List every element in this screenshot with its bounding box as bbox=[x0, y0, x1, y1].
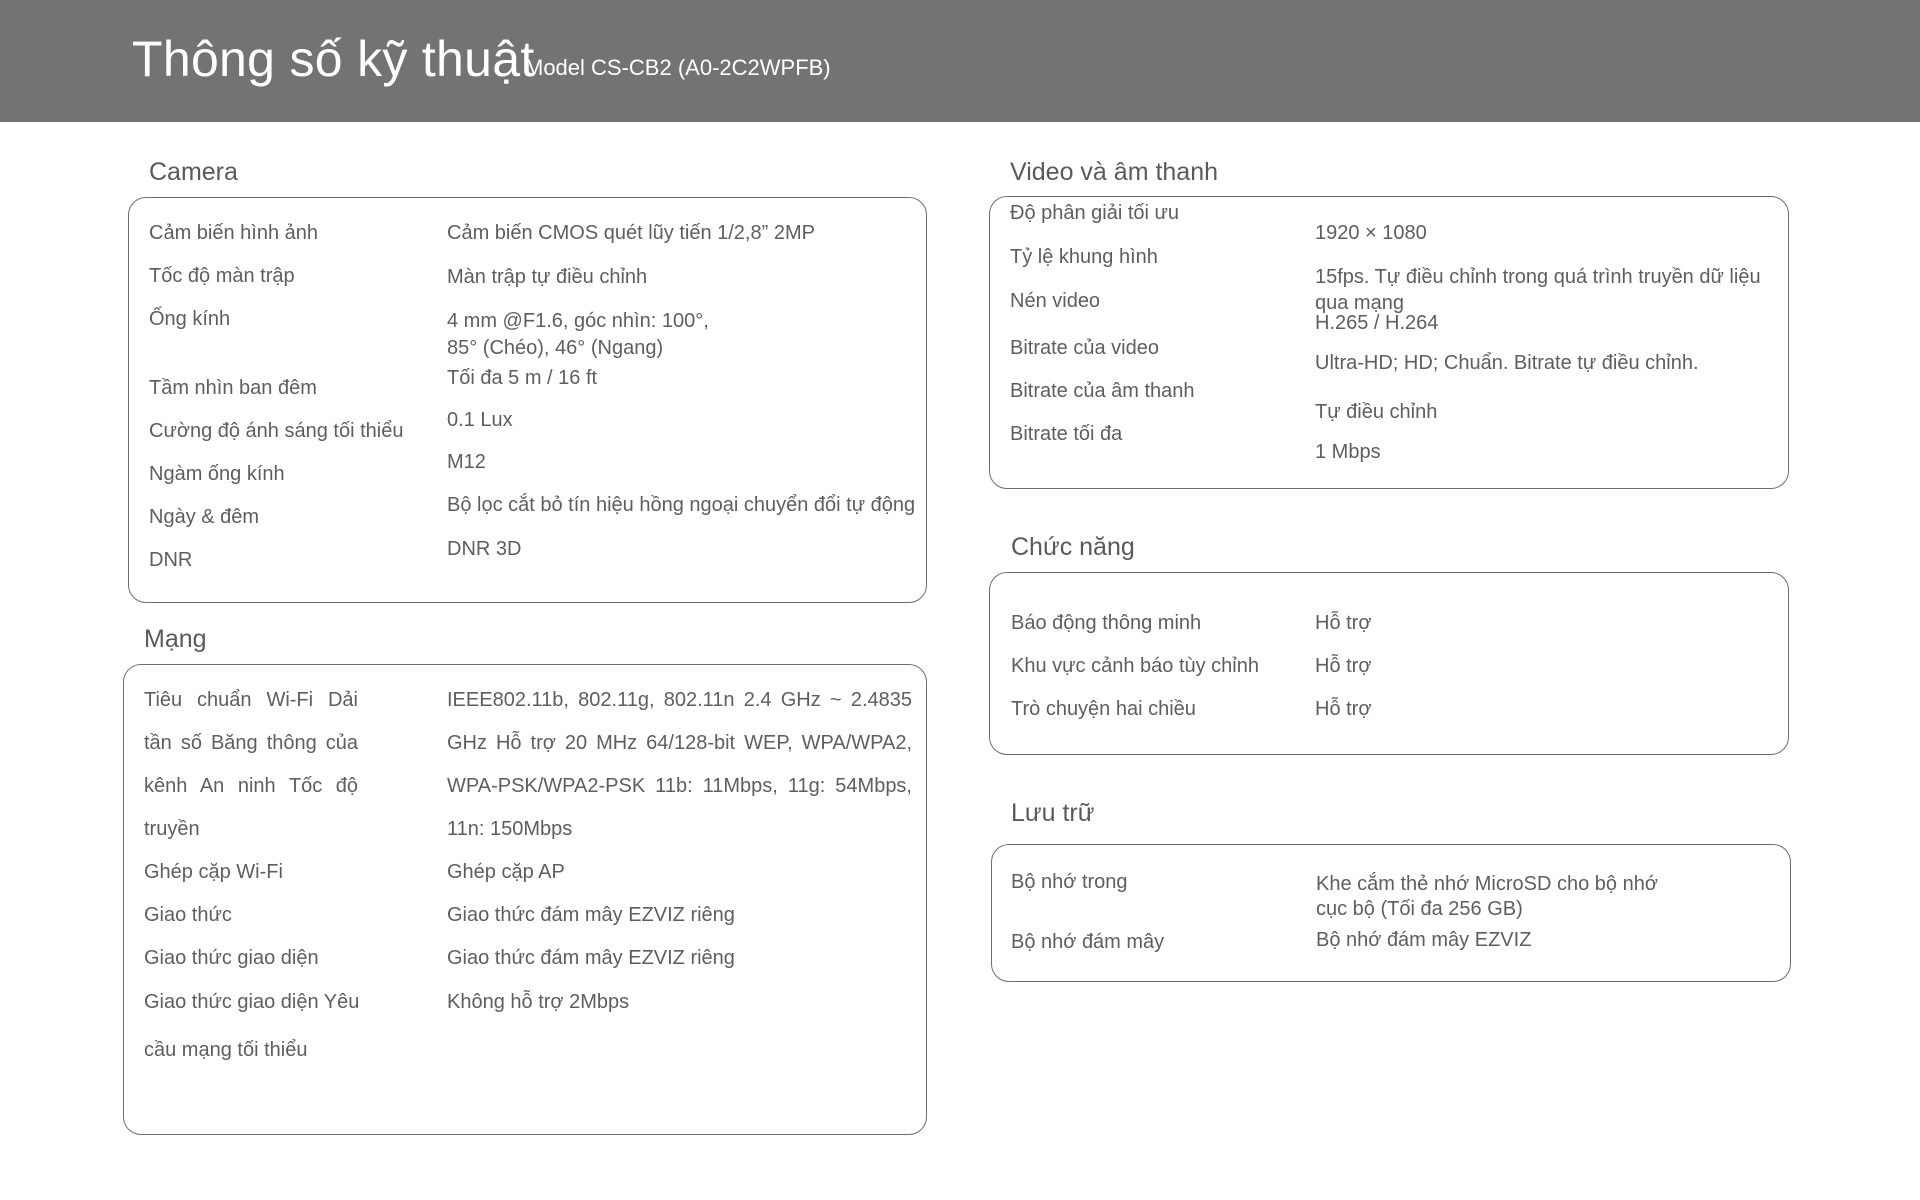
camera-spec-box bbox=[128, 197, 927, 603]
camera-label-sensor: Cảm biến hình ảnh bbox=[149, 222, 319, 244]
storage-label-local: Bộ nhớ trong bbox=[1011, 871, 1128, 893]
camera-value-shutter: Màn trập tự điều chỉnh bbox=[447, 266, 648, 288]
section-title-functions: Chức năng bbox=[1011, 533, 1135, 561]
network-label-protocol: Giao thức bbox=[144, 904, 232, 926]
video-value-max-bitrate: 1 Mbps bbox=[1315, 441, 1381, 463]
video-value-resolution: 1920 × 1080 bbox=[1315, 222, 1427, 244]
camera-label-lens: Ống kính bbox=[149, 308, 231, 330]
section-title-network: Mạng bbox=[144, 625, 207, 653]
header-bar bbox=[0, 0, 1920, 122]
network-value-pairing: Ghép cặp AP bbox=[447, 861, 565, 883]
network-label-min-requirement-line2: cầu mạng tối thiểu bbox=[144, 1039, 308, 1061]
camera-value-sensor: Cảm biến CMOS quét lũy tiến 1/2,8” 2MP bbox=[447, 222, 815, 244]
video-label-audio-bitrate: Bitrate của âm thanh bbox=[1010, 380, 1195, 402]
functions-value-custom-zone: Hỗ trợ bbox=[1315, 655, 1372, 677]
network-value-wifi-line: GHz Hỗ trợ 20 MHz 64/128-bit WEP, WPA/WPA2, bbox=[447, 732, 912, 754]
video-label-max-bitrate: Bitrate tối đa bbox=[1010, 423, 1123, 445]
storage-value-local-line2: cục bộ (Tối đa 256 GB) bbox=[1316, 898, 1523, 920]
video-label-resolution: Độ phân giải tối ưu bbox=[1010, 202, 1180, 224]
camera-value-dnr: DNR 3D bbox=[447, 538, 522, 560]
video-label-frame-rate: Tỷ lệ khung hình bbox=[1010, 246, 1158, 268]
network-label-wifi-line: tần số Băng thông của bbox=[144, 732, 358, 754]
network-label-min-requirement: Giao thức giao diện Yêu bbox=[144, 991, 360, 1013]
network-value-wifi-line: 11n: 150Mbps bbox=[447, 818, 573, 840]
storage-label-cloud: Bộ nhớ đám mây bbox=[1011, 931, 1165, 953]
video-value-audio-bitrate: Tự điều chỉnh bbox=[1315, 401, 1438, 423]
network-value-protocol: Giao thức đám mây EZVIZ riêng bbox=[447, 904, 735, 926]
camera-value-lens: 4 mm @F1.6, góc nhìn: 100°, bbox=[447, 310, 709, 332]
section-title-storage: Lưu trữ bbox=[1011, 799, 1095, 827]
storage-value-local: Khe cắm thẻ nhớ MicroSD cho bộ nhớ bbox=[1316, 873, 1658, 895]
network-value-interface-protocol: Giao thức đám mây EZVIZ riêng bbox=[447, 947, 735, 969]
network-value-min-requirement: Không hỗ trợ 2Mbps bbox=[447, 991, 630, 1013]
camera-value-lens-mount: M12 bbox=[447, 451, 486, 473]
camera-value-day-night: Bộ lọc cắt bỏ tín hiệu hồng ngoại chuyển đổi tự động bbox=[447, 494, 916, 516]
network-label-wifi-line: Tiêu chuẩn Wi-Fi Dải bbox=[144, 689, 358, 711]
functions-label-two-way-talk: Trò chuyện hai chiều bbox=[1011, 698, 1196, 720]
storage-value-cloud: Bộ nhớ đám mây EZVIZ bbox=[1316, 929, 1532, 951]
functions-label-smart-alarm: Báo động thông minh bbox=[1011, 612, 1202, 634]
camera-value-night-vision: Tối đa 5 m / 16 ft bbox=[447, 367, 598, 389]
section-title-video-audio: Video và âm thanh bbox=[1010, 158, 1219, 186]
network-label-wifi-line: truyền bbox=[144, 818, 200, 840]
camera-label-min-illumination: Cường độ ánh sáng tối thiểu bbox=[149, 420, 404, 442]
camera-label-dnr: DNR bbox=[149, 549, 193, 571]
video-value-compression: H.265 / H.264 bbox=[1315, 312, 1439, 334]
video-label-video-bitrate: Bitrate của video bbox=[1010, 337, 1159, 359]
video-value-video-bitrate: Ultra-HD; HD; Chuẩn. Bitrate tự điều chỉnh. bbox=[1315, 352, 1699, 374]
functions-value-smart-alarm: Hỗ trợ bbox=[1315, 612, 1372, 634]
model-number: Model CS-CB2 (A0-2C2WPFB) bbox=[525, 55, 831, 80]
network-value-wifi-line: IEEE802.11b, 802.11g, 802.11n 2.4 GHz ~ 2.4835 bbox=[447, 689, 912, 711]
camera-label-day-night: Ngày & đêm bbox=[149, 506, 260, 528]
network-label-interface-protocol: Giao thức giao diện bbox=[144, 947, 319, 969]
camera-value-lens-line2: 85° (Chéo), 46° (Ngang) bbox=[447, 337, 664, 359]
section-title-camera: Camera bbox=[149, 158, 238, 186]
video-value-frame-rate: 15fps. Tự điều chỉnh trong quá trình truyền dữ liệu bbox=[1315, 266, 1761, 288]
camera-label-night-vision: Tầm nhìn ban đêm bbox=[149, 377, 317, 399]
functions-value-two-way-talk: Hỗ trợ bbox=[1315, 698, 1372, 720]
camera-value-min-illumination: 0.1 Lux bbox=[447, 409, 513, 431]
network-label-pairing: Ghép cặp Wi-Fi bbox=[144, 861, 283, 883]
network-value-wifi-line: WPA-PSK/WPA2-PSK 11b: 11Mbps, 11g: 54Mbps, bbox=[447, 775, 912, 797]
functions-label-custom-zone: Khu vực cảnh báo tùy chỉnh bbox=[1011, 655, 1259, 677]
video-label-compression: Nén video bbox=[1010, 290, 1101, 312]
video-value-frame-rate-line2: qua mạng bbox=[1315, 292, 1404, 314]
camera-label-shutter: Tốc độ màn trập bbox=[149, 265, 295, 287]
page-title: Thông số kỹ thuật bbox=[132, 31, 535, 87]
network-label-wifi-line: kênh An ninh Tốc độ bbox=[144, 775, 358, 797]
camera-label-lens-mount: Ngàm ống kính bbox=[149, 463, 285, 485]
